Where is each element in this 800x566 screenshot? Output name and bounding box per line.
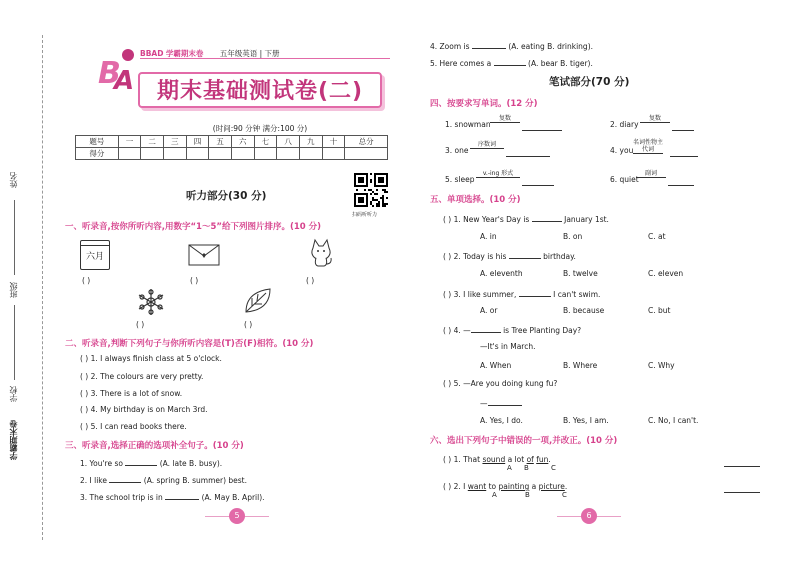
s5-q2-opt-c[interactable]: C. eleven [648,269,684,278]
s5-q1-opt-c[interactable]: C. at [648,232,666,241]
s1-bracket-5[interactable]: ( ) [244,320,253,329]
s5-answer-5[interactable]: ( ) [443,379,452,388]
sidebar-class-label: 班级 [9,282,18,298]
score-cell[interactable] [186,148,209,160]
s6-q1-letter-b: B [524,464,529,472]
brand-name: 学霸期末卷 [165,49,204,58]
s1-bracket-4[interactable]: ( ) [136,320,145,329]
s5-q1-opt-b[interactable]: B. on [563,232,583,241]
s2-item-4: ( ) 4. My birthday is on March 3rd. [80,405,208,414]
s6-correction-1[interactable] [724,458,760,467]
s5-q2-opt-a[interactable]: A. eleventh [480,269,523,278]
s6-answer-2[interactable]: ( ) [443,482,452,491]
grade-label: 五年级英语 [219,49,258,58]
s4-item-5: 5. sleep [445,175,475,184]
s3-blank-1[interactable] [125,457,157,466]
s5-q3-opt-a[interactable]: A. or [480,306,498,315]
s6-q2-letter-b: B [525,491,530,499]
s4-answer-4[interactable] [670,148,698,157]
s5-q3: ( ) 3. I like summer, I can't swim. [443,290,601,299]
s3-blank-4[interactable] [472,40,506,49]
s3-blank-2[interactable] [109,474,141,483]
written-title: 笔试部分(70 分) [549,76,630,88]
s5-blank-4[interactable] [471,324,501,333]
svg-text:B: B [98,56,121,91]
s2-answer-1[interactable]: ( ) [80,354,89,363]
s2-item-3: ( ) 3. There is a lot of snow. [80,389,183,398]
s4-item-2: 2. diary [610,120,639,129]
s6-q2-letter-c: C [562,491,567,499]
score-cell[interactable] [345,148,388,160]
s4-hint-1: 复数 [490,113,520,123]
qr-caption: 扫码听听力 [352,212,378,218]
score-cell[interactable] [231,148,254,160]
s5-blank-2[interactable] [509,250,541,259]
s5-blank-1[interactable] [532,213,562,222]
s5-q4-opt-b[interactable]: B. Where [563,361,598,370]
s6-q2: ( ) 2. I want to painting a picture. [443,482,568,491]
s4-item-1: 1. snowman [445,120,491,129]
s3-item-1: 1. You're so (A. late B. busy). [80,459,223,468]
s5-answer-2[interactable]: ( ) [443,252,452,261]
s4-answer-1[interactable] [522,122,562,131]
sidebar-name-label: 姓名 [9,172,18,188]
s2-item-1: ( ) 1. I always finish class at 5 o'clock. [80,354,222,363]
s5-q4-opt-c[interactable]: C. Why [648,361,675,370]
s2-item-2: ( ) 2. The colours are very pretty. [80,372,204,381]
section-5-title: 五、单项选择。(10 分) [430,195,521,205]
score-header-cell: 八 [277,136,300,148]
s3-item-2: 2. I like (A. spring B. summer) best. [80,476,248,485]
s6-q2-letter-a: A [492,491,497,499]
s4-hint-6: 副词 [636,168,666,178]
right-page-number: 6 [581,508,597,524]
s5-q1-opt-a[interactable]: A. in [480,232,497,241]
s2-answer-4[interactable]: ( ) [80,405,89,414]
s4-hint-2: 复数 [640,113,670,123]
leaf-image [242,286,274,316]
s1-bracket-3[interactable]: ( ) [306,276,315,285]
s3-item-4: 4. Zoom is (A. eating B. drinking). [430,42,593,51]
s5-q2-opt-b[interactable]: B. twelve [563,269,598,278]
s3-blank-5[interactable] [494,57,526,66]
s5-q3-opt-c[interactable]: C. but [648,306,671,315]
s5-q4-opt-a[interactable]: A. When [480,361,512,370]
s5-q5-opt-a[interactable]: A. Yes, I do. [480,416,523,425]
score-table [75,135,388,160]
score-header-cell: 七 [254,136,277,148]
svg-text:A: A [114,66,135,95]
section-2-title: 二、听录音,判断下列句子与你所听内容是(T)否(F)相符。(10 分) [65,339,314,349]
s5-q2: ( ) 2. Today is his birthday. [443,252,576,261]
s4-answer-5[interactable] [522,177,554,186]
s4-hint-5: v.-ing 形式 [476,168,520,178]
s3-blank-3[interactable] [165,491,199,500]
s4-item-6: 6. quiet [610,175,639,184]
envelope-image [188,244,220,266]
calendar-image: 六月 [80,240,110,270]
section-1-title: 一、听录音,按你所听内容,用数字“1～5”给下列图片排序。(10 分) [65,222,322,232]
score-cell[interactable] [322,148,345,160]
section-3-title: 三、听录音,选择正确的选项补全句子。(10 分) [65,441,244,451]
cat-image [308,238,334,268]
s4-hint-3: 序数词 [470,139,504,149]
score-cell[interactable] [209,148,232,160]
score-cell[interactable] [118,148,141,160]
s5-q5-reply: — [480,397,522,408]
score-header-cell: 题号 [76,136,119,148]
volume-label: 下册 [264,49,280,58]
series-code: BBAD [140,49,164,58]
score-header-cell: 一 [118,136,141,148]
s5-blank-3[interactable] [519,288,551,297]
s5-q5: ( ) 5. —Are you doing kung fu? [443,379,558,388]
section-4-title: 四、按要求写单词。(12 分) [430,99,538,109]
s2-answer-3[interactable]: ( ) [80,389,89,398]
s5-q1: ( ) 1. New Year's Day is January 1st. [443,215,609,224]
score-header-cell: 六 [231,136,254,148]
s5-q5-opt-c[interactable]: C. No, I can't. [648,416,699,425]
s5-q5-opt-b[interactable]: B. Yes, I am. [563,416,609,425]
s4-item-3: 3. one [445,146,469,155]
sidebar-name-line [14,200,15,275]
time-info: (时间:90 分钟 满分:100 分) [212,124,308,133]
score-header-cell: 五 [209,136,232,148]
score-header-cell: 总分 [345,136,388,148]
s4-answer-2[interactable] [672,122,694,131]
s5-answer-3[interactable]: ( ) [443,290,452,299]
s5-blank-5[interactable] [488,397,522,406]
s2-answer-2[interactable]: ( ) [80,372,89,381]
s6-q1-letter-c: C [551,464,556,472]
s6-q1: ( ) 1. That sound a lot of fun. [443,455,551,464]
s6-correction-2[interactable] [724,484,760,493]
listening-title: 听力部分(30 分) [186,190,267,202]
sidebar-brand-label: 学霸期末卷 [9,420,18,460]
score-cell[interactable] [163,148,186,160]
s6-answer-1[interactable]: ( ) [443,455,452,464]
s5-answer-4[interactable]: ( ) [443,326,452,335]
s4-answer-6[interactable] [668,177,694,186]
page-title: 期末基础测试卷(二) [156,79,364,104]
s5-q3-opt-b[interactable]: B. because [563,306,605,315]
logo [98,45,140,95]
score-cell[interactable] [254,148,277,160]
s5-q4-reply: —It's in March. [480,342,536,351]
score-header-cell: 四 [186,136,209,148]
s2-item-5: ( ) 5. I can read books there. [80,422,187,431]
score-cell[interactable] [299,148,322,160]
sidebar-school-label: 学校 [9,386,18,402]
s3-item-3: 3. The school trip is in (A. May B. April). [80,493,265,502]
s3-item-5: 5. Here comes a (A. bear B. tiger). [430,59,593,68]
sidebar-class-line [14,305,15,380]
score-header-cell: 十 [322,136,345,148]
s4-hint-4: 名词性物主代词 [633,139,664,153]
snowflake-image [136,287,166,317]
s5-answer-1[interactable]: ( ) [443,215,452,224]
header-banner: BBAD 学霸期末卷 五年级英语 | 下册 [140,48,390,59]
score-cell[interactable] [277,148,300,160]
section-6-title: 六、选出下列句子中错误的一项,并改正。(10 分) [430,436,618,446]
binding-line [42,35,43,540]
qr-code [354,173,388,207]
left-page-number: 5 [229,508,245,524]
s4-answer-3[interactable] [506,148,550,157]
score-header-cell: 三 [163,136,186,148]
s5-q4: ( ) 4. — is Tree Planting Day? [443,326,582,335]
s4-item-4: 4. you [610,146,634,155]
s1-bracket-1[interactable]: ( ) [82,276,91,285]
score-header-cell: 二 [141,136,164,148]
score-row-label: 得分 [76,148,119,160]
s6-q1-letter-a: A [507,464,512,472]
score-cell[interactable] [141,148,164,160]
s2-answer-5[interactable]: ( ) [80,422,89,431]
s1-bracket-2[interactable]: ( ) [190,276,199,285]
score-header-cell: 九 [299,136,322,148]
